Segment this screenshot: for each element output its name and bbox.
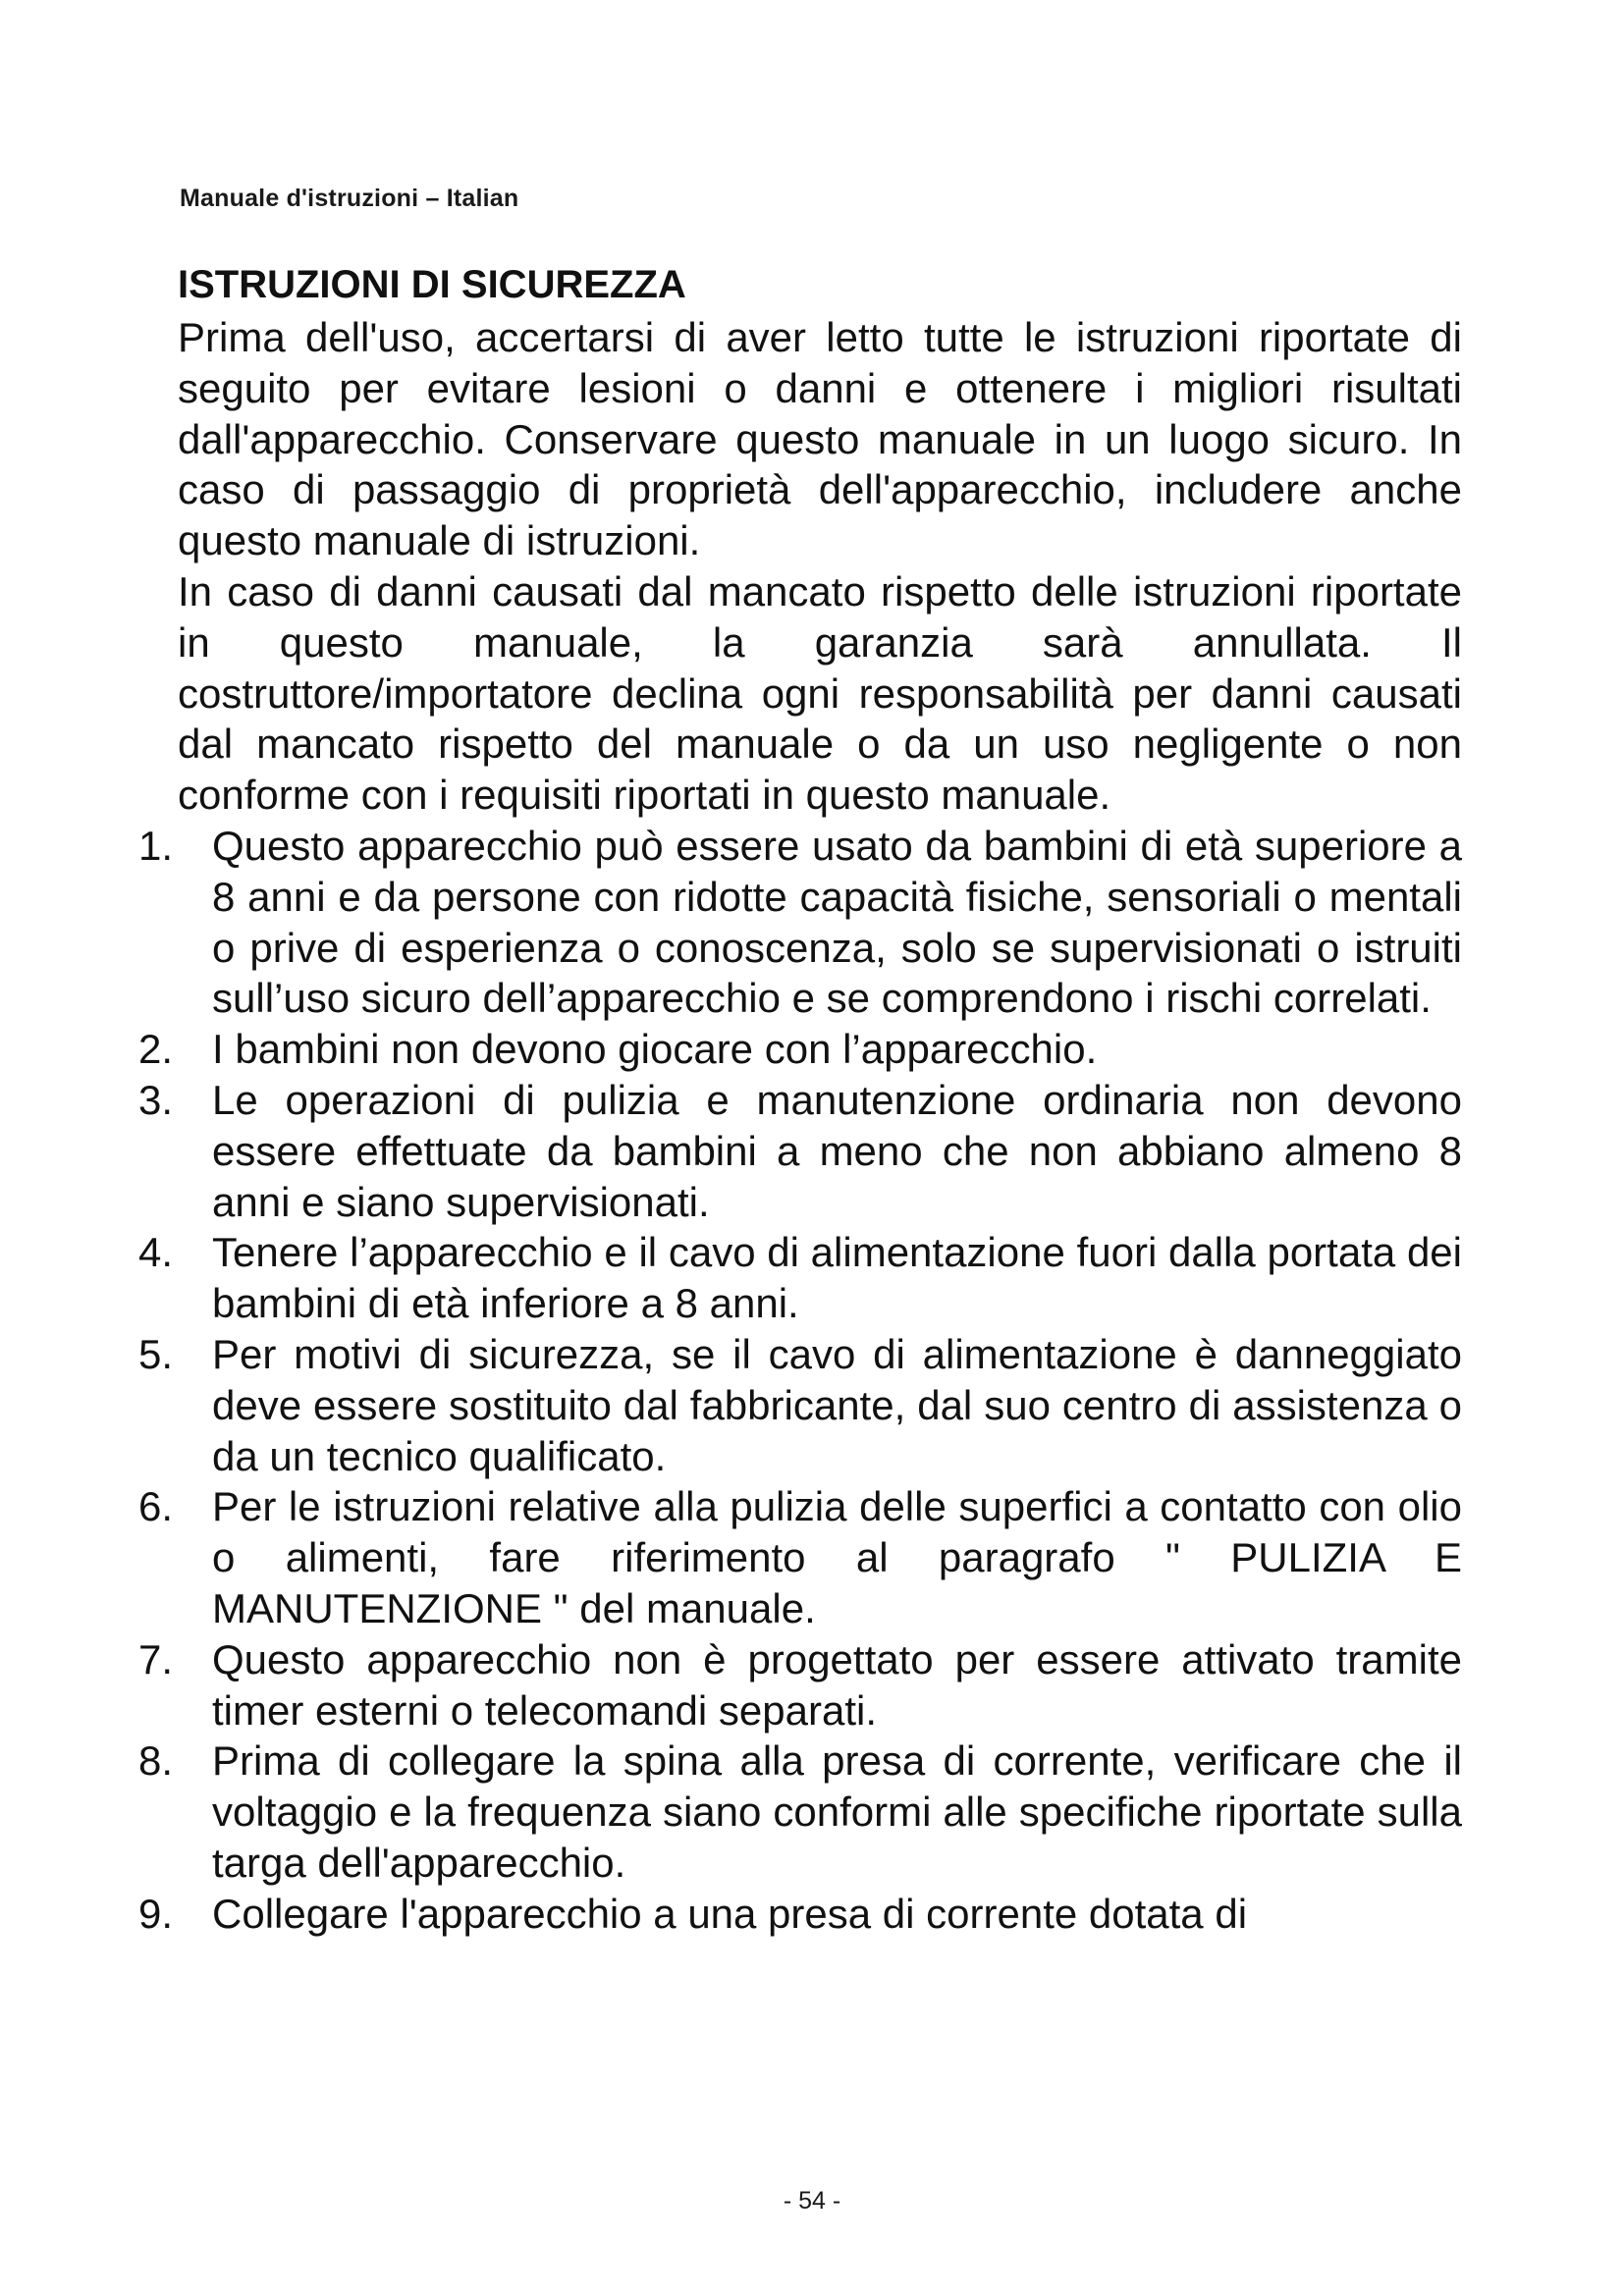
list-item-text: Questo apparecchio non è progettato per essere attivato tramite timer esterni o telecomandi separati. (212, 1635, 1462, 1734)
list-item-text: Tenere l’apparecchio e il cavo di alimentazione fuori dalla portata dei bambini di età inferiore a 8 anni. (212, 1229, 1462, 1327)
list-item (138, 1329, 1462, 1481)
list-item-text: Questo apparecchio può essere usato da bambini di età superiore a 8 anni e da persone con ridotte capacità fisiche, sensoriali o mentali o prive di esperienza o conoscenza, solo se supervisionati o istruiti sull’uso sicuro dell’apparecchio e se comprendono i rischi correlati. (212, 822, 1462, 1022)
list-item-text: Prima di collegare la spina alla presa di corrente, verificare che il voltaggio e la frequenza siano conformi alle specifiche riportate sulla targa dell'apparecchio. (212, 1737, 1462, 1886)
list-item-text: Collegare l'apparecchio a una presa di corrente dotata di (212, 1890, 1248, 1937)
list-item-text: Per motivi di sicurezza, se il cavo di alimentazione è danneggiato deve essere sostituito dal fabbricante, dal suo centro di assistenza o da un tecnico qualificato. (212, 1330, 1462, 1479)
page-content (138, 257, 1462, 1940)
running-header: Manuale d'istruzioni – Italian (180, 185, 519, 212)
list-item-number: 1. (138, 822, 174, 869)
list-item-number: 8. (138, 1737, 174, 1785)
page-number: - 54 - (783, 2187, 841, 2215)
list-item-number: 7. (138, 1635, 174, 1682)
list-item-number: 9. (138, 1890, 174, 1937)
list-item (138, 1889, 1462, 1940)
list-item (138, 1227, 1462, 1329)
list-item-number: 2. (138, 1026, 174, 1073)
safety-instructions-list (138, 821, 1462, 1940)
section-title: ISTRUZIONI DI SICUREZZA (178, 263, 686, 306)
list-item (138, 1075, 1462, 1227)
list-item-text: I bambini non devono giocare con l’apparecchio. (212, 1026, 1098, 1073)
list-item (138, 1634, 1462, 1736)
warranty-paragraph: In caso di danni causati dal mancato rispetto delle istruzioni riportate in questo manuale, la garanzia sarà annullata. Il costruttore/importatore declina ogni responsabilità per danni causati dal mancato rispetto del manuale o da un uso negligente o non conforme con i requisiti riportati in questo manuale. (178, 567, 1462, 819)
list-item (138, 821, 1462, 1024)
list-item-number: 5. (138, 1330, 174, 1377)
list-item-text: Le operazioni di pulizia e manutenzione ordinaria non devono essere effettuate da bambini a meno che non abbiano almeno 8 anni e siano supervisionati. (212, 1076, 1462, 1225)
list-item (138, 1024, 1462, 1075)
list-item (138, 1735, 1462, 1888)
list-item-number: 4. (138, 1229, 174, 1276)
list-item-number: 3. (138, 1076, 174, 1123)
list-item (138, 1481, 1462, 1633)
list-item-text: Per le istruzioni relative alla pulizia delle superfici a contatto con olio o alimenti, fare riferimento al paragrafo " PULIZIA E MANUTENZIONE " del manuale. (212, 1483, 1462, 1631)
intro-paragraph: Prima dell'uso, accertarsi di aver letto tutte le istruzioni riportate di seguito per evitare lesioni o danni e ottenere i migliori risultati dall'apparecchio. Conservare questo manuale in un luogo sicuro. In caso di passaggio di proprietà dell'apparecchio, includere anche questo manuale di istruzioni. (178, 314, 1462, 564)
list-item-number: 6. (138, 1483, 174, 1530)
